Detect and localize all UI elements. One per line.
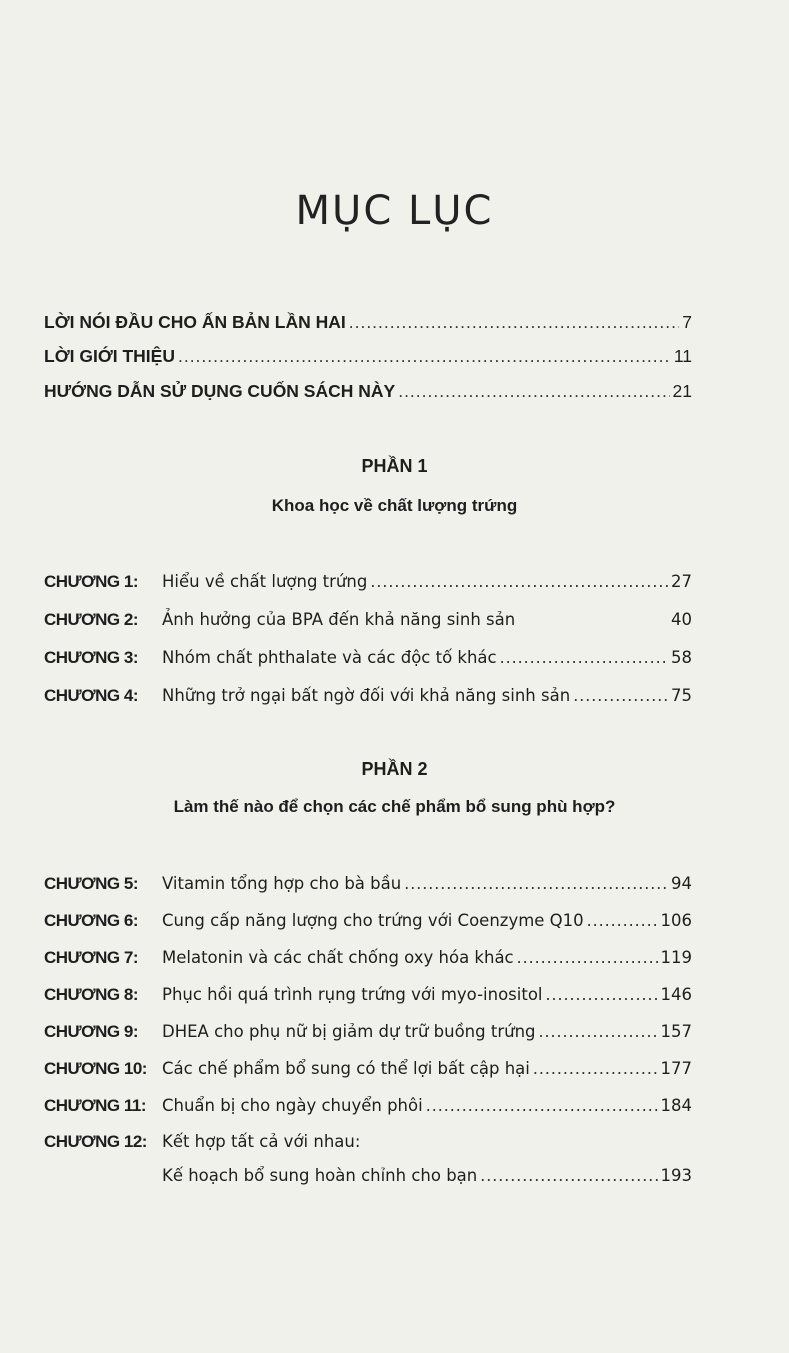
- chapter-entry[interactable]: [44, 609, 692, 630]
- page-title: MỤC LỤC: [295, 188, 494, 234]
- chapter-entry[interactable]: [44, 947, 692, 968]
- chapter-label: CHƯƠNG 2:: [44, 610, 138, 629]
- dot-leader: [404, 873, 668, 894]
- entry-title: LỜI NÓI ĐẦU CHO ẤN BẢN LẦN HAI: [44, 312, 346, 332]
- chapter-title: Các chế phẩm bổ sung có thể lợi bất cập hại: [162, 1059, 530, 1078]
- dot-leader: [533, 1058, 658, 1079]
- chapter-entry[interactable]: [44, 647, 692, 668]
- chapter-page: 184: [660, 1096, 692, 1115]
- chapter-title: Vitamin tổng hợp cho bà bầu: [162, 874, 402, 893]
- chapter-page: 119: [660, 948, 692, 967]
- chapter-title: Kết hợp tất cả với nhau:: [162, 1132, 361, 1151]
- chapter-label: CHƯƠNG 10:: [44, 1059, 147, 1078]
- chapter-label: CHƯƠNG 8:: [44, 985, 138, 1004]
- entry-page: 11: [673, 346, 692, 366]
- chapter-page: 146: [660, 985, 692, 1004]
- dot-leader: [370, 571, 668, 592]
- dot-leader: [398, 381, 669, 402]
- chapter-title: Chuẩn bị cho ngày chuyển phôi: [162, 1096, 423, 1115]
- chapter-title: Cung cấp năng lượng cho trứng với Coenzyme Q10: [162, 911, 584, 930]
- chapter-label: CHƯƠNG 11:: [44, 1096, 147, 1115]
- chapter-entry[interactable]: [44, 984, 692, 1005]
- entry-page: 7: [682, 312, 692, 332]
- chapter-label: CHƯƠNG 3:: [44, 648, 138, 667]
- chapter-entry[interactable]: [44, 873, 692, 894]
- dot-leader: [539, 1021, 658, 1042]
- chapter-label: CHƯƠNG 12:: [44, 1132, 147, 1151]
- chapter-entry-continuation[interactable]: [44, 1165, 692, 1186]
- chapter-title: Melatonin và các chất chống oxy hóa khác: [162, 948, 514, 967]
- chapter-entry[interactable]: [44, 571, 692, 592]
- toc-entry[interactable]: [44, 381, 692, 402]
- dot-leader: [546, 984, 658, 1005]
- chapter-title-line2: Kế hoạch bổ sung hoàn chỉnh cho bạn: [162, 1166, 478, 1185]
- chapter-label: CHƯƠNG 5:: [44, 874, 138, 893]
- entry-title: HƯỚNG DẪN SỬ DỤNG CUỐN SÁCH NÀY: [44, 381, 396, 401]
- chapter-title: Nhóm chất phthalate và các độc tố khác: [162, 648, 497, 667]
- chapter-page: 94: [671, 874, 692, 893]
- chapter-page: 106: [660, 911, 692, 930]
- chapter-entry[interactable]: [44, 685, 692, 706]
- chapter-entry[interactable]: [44, 1132, 692, 1152]
- dot-leader: [426, 1095, 658, 1116]
- chapter-entry[interactable]: [44, 910, 692, 931]
- part-label: PHẦN 1: [361, 456, 428, 476]
- dot-leader: [480, 1165, 657, 1186]
- chapter-page: 177: [660, 1059, 692, 1078]
- part-title: Khoa học về chất lượng trứng: [271, 496, 518, 515]
- chapter-entry[interactable]: [44, 1095, 692, 1116]
- dot-leader: [178, 346, 671, 367]
- chapter-page: 193: [660, 1166, 692, 1185]
- dot-leader: [587, 910, 658, 931]
- chapter-page: 157: [660, 1022, 692, 1041]
- chapter-page: 75: [671, 686, 692, 705]
- chapter-label: CHƯƠNG 4:: [44, 686, 138, 705]
- chapter-title: DHEA cho phụ nữ bị giảm dự trữ buồng trứng: [162, 1022, 536, 1041]
- chapter-label: CHƯƠNG 6:: [44, 911, 138, 930]
- dot-leader: [500, 647, 668, 668]
- chapter-label: CHƯƠNG 7:: [44, 948, 138, 967]
- entry-title: LỜI GIỚI THIỆU: [44, 346, 175, 366]
- toc-entry[interactable]: [44, 312, 692, 333]
- chapter-label: CHƯƠNG 1:: [44, 572, 138, 591]
- dot-leader: [573, 685, 668, 706]
- dot-leader: [349, 312, 680, 333]
- toc-entry[interactable]: [44, 346, 692, 367]
- entry-page: 21: [672, 381, 692, 401]
- part-label: PHẦN 2: [361, 759, 428, 779]
- chapter-page: 58: [671, 648, 692, 667]
- chapter-entry[interactable]: [44, 1058, 692, 1079]
- chapter-title: Phục hồi quá trình rụng trứng với myo-inositol: [162, 985, 543, 1004]
- chapter-entry[interactable]: [44, 1021, 692, 1042]
- part-title: Làm thế nào để chọn các chế phẩm bổ sung phù hợp?: [173, 797, 616, 816]
- chapter-title: Những trở ngại bất ngờ đối với khả năng sinh sản: [162, 686, 571, 705]
- chapter-label: CHƯƠNG 9:: [44, 1022, 138, 1041]
- chapter-page: 27: [671, 572, 692, 591]
- chapter-title: Ảnh hưởng của BPA đến khả năng sinh sản: [162, 610, 516, 629]
- chapter-title: Hiểu về chất lượng trứng: [162, 572, 368, 591]
- chapter-page: 40: [671, 610, 692, 629]
- dot-leader: [517, 947, 658, 968]
